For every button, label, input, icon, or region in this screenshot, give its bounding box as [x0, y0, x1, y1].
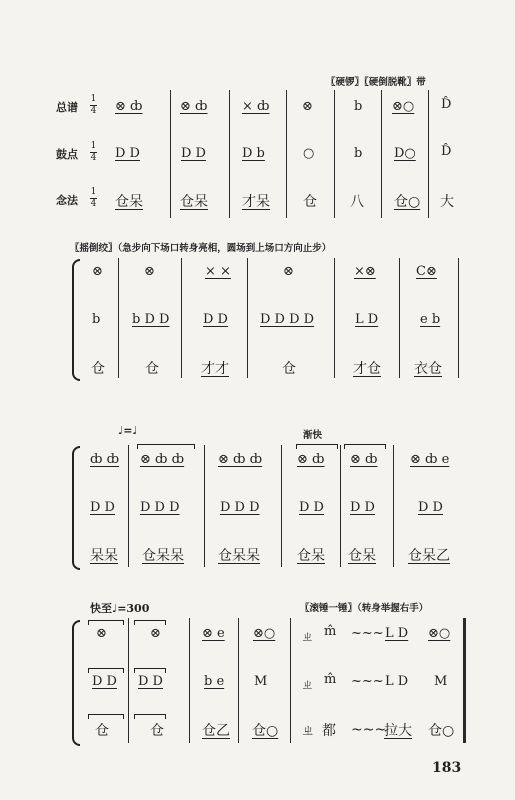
notation-cell: 衣仓	[414, 361, 442, 377]
notation-cell: D̂	[441, 144, 452, 159]
section2-header: 〖摇倒绞〗（急步向下场口转身亮相，圆场到上场口方向止步）	[70, 243, 332, 254]
notation-cell: 仓乙	[202, 723, 230, 739]
notation-cell: ×⊗	[354, 264, 376, 279]
tuplet-bracket	[88, 668, 124, 673]
notation-cell: 仓	[95, 723, 109, 739]
notation-cell: 仓呆	[348, 548, 376, 564]
tuplet-bracket	[134, 668, 166, 673]
notation-cell: ⊗ ȸ e	[410, 452, 450, 467]
notation-cell: L D	[355, 312, 379, 327]
tuplet-bracket	[134, 714, 166, 719]
notation-cell: m̂	[324, 672, 337, 687]
notation-cell: ⊗ ȸ ȸ	[218, 452, 263, 467]
system-brace	[72, 446, 80, 570]
notation-cell: 仓呆乙	[408, 548, 450, 564]
notation-cell: 仓	[145, 361, 159, 377]
notation-cell: 八	[350, 194, 364, 210]
notation-cell: ⊗○	[253, 626, 276, 641]
notation-cell: 仓	[303, 194, 317, 210]
tempo-marking: 快至♩=300	[90, 602, 150, 615]
notation-cell: L D	[385, 626, 409, 641]
notation-cell: D D	[181, 146, 206, 161]
barline	[189, 618, 190, 743]
barline	[458, 258, 459, 378]
tuplet-bracket	[88, 714, 124, 719]
notation-cell: ⊗	[96, 626, 107, 641]
barline	[334, 258, 335, 378]
notation-cell: 都	[322, 723, 336, 739]
notation-cell: ȸ ȸ	[90, 452, 120, 467]
notation-cell: ⊗ ȸ	[297, 452, 325, 467]
notation-cell: D D D	[220, 500, 260, 515]
final-barline	[463, 618, 466, 743]
notation-cell: D D	[92, 674, 117, 689]
notation-cell: D̂	[441, 97, 452, 112]
notation-cell: 仓	[150, 723, 164, 739]
notation-cell: D D	[90, 500, 115, 515]
barline	[393, 445, 394, 567]
notation-cell: D D	[418, 500, 443, 515]
notation-cell: ⊗	[302, 99, 313, 114]
accelerando-marking: 渐快	[303, 430, 323, 441]
tuplet-bracket	[137, 444, 195, 449]
notation-cell: 仓	[282, 361, 296, 377]
tuplet-bracket	[344, 444, 386, 449]
tuplet-bracket	[296, 444, 338, 449]
notation-cell: ⊗	[144, 264, 155, 279]
section4-header: 〖滚锤一锤〗（转身举握右手）	[300, 603, 429, 614]
notation-cell: 呆呆	[90, 548, 118, 564]
notation-cell: × ȸ	[242, 99, 270, 114]
notation-cell: 拉大	[384, 723, 412, 739]
notation-cell: ⊗ ȸ	[115, 99, 143, 114]
row-label-score: 总谱	[56, 101, 78, 114]
barline	[128, 445, 129, 567]
barline	[181, 258, 182, 378]
notation-cell: 仓呆呆	[218, 548, 260, 564]
row-label-chant: 念法	[56, 194, 78, 207]
notation-cell: 仓	[91, 361, 105, 377]
row-label-drum: 鼓点	[56, 148, 78, 161]
notation-cell: ⊗ ȸ ȸ	[140, 452, 185, 467]
notation-cell: ㄓ	[301, 723, 315, 739]
notation-cell: ⊗ ȸ	[350, 452, 378, 467]
tuplet-bracket	[134, 620, 166, 625]
system-brace	[72, 259, 80, 381]
time-signature: 1 4	[90, 94, 97, 116]
notation-cell: ⊗ e	[202, 626, 225, 641]
barline	[238, 618, 239, 743]
barline	[286, 90, 287, 218]
barline	[229, 90, 230, 218]
notation-cell: ~~~	[351, 626, 384, 641]
notation-cell: b	[354, 99, 363, 114]
notation-cell: L D	[385, 674, 409, 689]
notation-cell: 仓呆呆	[142, 548, 184, 564]
notation-cell: 才呆	[242, 194, 270, 210]
barline	[340, 445, 341, 567]
notation-cell: ⊗	[283, 264, 294, 279]
barline	[381, 90, 382, 218]
notation-cell: ⊗ ȸ	[180, 99, 208, 114]
notation-cell: b	[354, 146, 363, 161]
notation-cell: ⊗	[92, 264, 103, 279]
notation-cell: 才仓	[353, 361, 381, 377]
barline	[334, 90, 335, 218]
notation-cell: b	[92, 312, 101, 327]
notation-cell: × ×	[205, 264, 231, 279]
notation-cell: 仓○	[252, 723, 279, 739]
barline	[399, 258, 400, 378]
page-number: 183	[432, 760, 462, 776]
notation-cell: ○	[303, 146, 315, 161]
barline	[428, 90, 429, 218]
notation-cell: D D	[138, 674, 163, 689]
barline	[290, 618, 291, 743]
barline	[118, 258, 119, 378]
notation-cell: D D D	[140, 500, 180, 515]
tempo-marking: ♩=♩	[118, 424, 138, 437]
notation-cell: ㄓ	[301, 678, 315, 693]
notation-cell: m̂	[324, 624, 337, 639]
tuplet-bracket	[88, 620, 124, 625]
notation-cell: D○	[394, 146, 416, 161]
notation-cell: M	[434, 674, 448, 689]
time-signature: 1 4	[90, 187, 97, 209]
notation-cell: D D	[115, 146, 140, 161]
time-signature: 1 4	[90, 141, 97, 163]
notation-cell: D D	[203, 312, 228, 327]
barline	[204, 445, 205, 567]
notation-cell: 才才	[201, 361, 229, 377]
notation-cell: ~~~	[351, 674, 384, 689]
barline	[281, 445, 282, 567]
notation-cell: 大	[440, 194, 454, 210]
notation-cell: ⊗○	[428, 626, 451, 641]
section1-header: 〖硬锣〗〖硬倒脱靴〗带	[326, 77, 426, 88]
notation-cell: D D	[299, 500, 324, 515]
notation-cell: 仓呆	[180, 194, 208, 210]
barline	[247, 258, 248, 378]
notation-cell: ~~~	[351, 722, 387, 738]
notation-cell: C⊗	[416, 264, 437, 279]
notation-cell: b D D	[132, 312, 170, 327]
notation-cell: 仓呆	[297, 548, 325, 564]
notation-cell: 仓○	[428, 723, 455, 739]
notation-cell: D b	[242, 146, 265, 161]
notation-cell: D D D D	[260, 312, 315, 327]
notation-cell: ㄓ	[301, 630, 315, 645]
notation-cell: 仓呆	[115, 194, 143, 210]
notation-cell: 仓○	[394, 194, 421, 210]
notation-cell: b e	[204, 674, 225, 689]
barline	[128, 618, 129, 743]
notation-cell: M	[254, 674, 268, 689]
notation-cell: ⊗○	[392, 99, 415, 114]
notation-cell: D D	[350, 500, 375, 515]
notation-cell: e b	[420, 312, 441, 327]
barline	[170, 90, 171, 218]
notation-cell: ⊗	[150, 626, 161, 641]
system-brace	[72, 620, 80, 746]
